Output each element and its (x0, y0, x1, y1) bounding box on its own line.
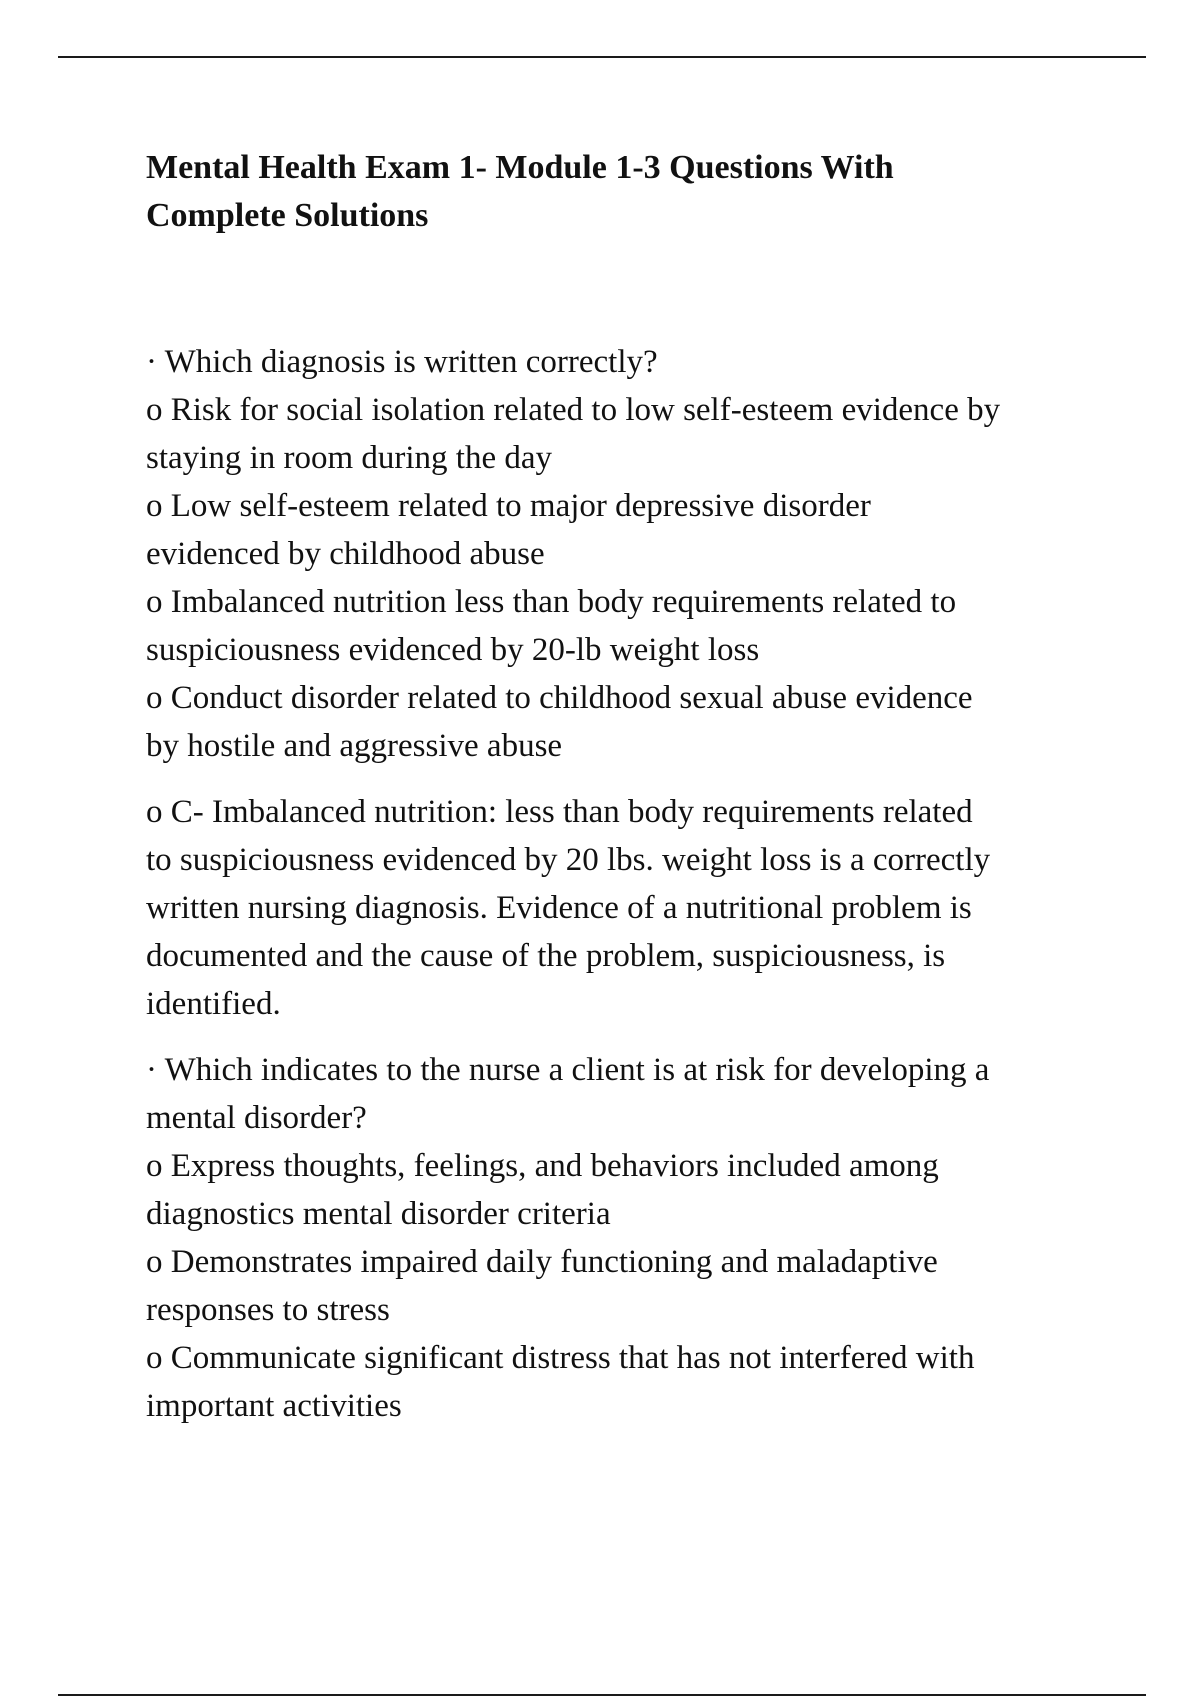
question-2-stem: · Which indicates to the nurse a client is at risk for developing a (146, 1052, 990, 1088)
document-page (146, 144, 1096, 1430)
question-1-option: o Imbalanced nutrition less than body requirements related to (146, 584, 957, 620)
document-title (146, 144, 1096, 240)
answer-1 (146, 788, 1096, 1028)
question-2-option: o Express thoughts, feelings, and behaviors included among (146, 1148, 939, 1184)
question-1-option: o Risk for social isolation related to low self-esteem evidence by (146, 392, 1001, 428)
question-1-option: o Low self-esteem related to major depressive disorder (146, 488, 871, 524)
answer-1-line: written nursing diagnosis. Evidence of a nutritional problem is (146, 890, 972, 926)
question-1-option: suspiciousness evidenced by 20-lb weight loss (146, 632, 760, 668)
question-2-option: o Communicate significant distress that has not interfered with (146, 1340, 975, 1376)
question-2-option: o Demonstrates impaired daily functioning and maladaptive (146, 1244, 938, 1280)
question-1 (146, 338, 1096, 770)
question-2-option: responses to stress (146, 1292, 390, 1328)
question-1-option: evidenced by childhood abuse (146, 536, 545, 572)
title-line: Complete Solutions (146, 197, 429, 234)
answer-1-line: identified. (146, 986, 281, 1022)
question-2-option: diagnostics mental disorder criteria (146, 1196, 611, 1232)
question-2-option: important activities (146, 1388, 402, 1424)
question-1-stem: · Which diagnosis is written correctly? (146, 344, 658, 380)
question-2-stem: mental disorder? (146, 1100, 367, 1136)
question-2 (146, 1046, 1096, 1430)
answer-1-line: o C- Imbalanced nutrition: less than body requirements related (146, 794, 973, 830)
question-1-option: by hostile and aggressive abuse (146, 728, 563, 764)
answer-1-line: to suspiciousness evidenced by 20 lbs. weight loss is a correctly (146, 842, 991, 878)
footer-rule (58, 1694, 1146, 1696)
answer-1-line: documented and the cause of the problem, suspiciousness, is (146, 938, 946, 974)
title-line: Mental Health Exam 1- Module 1-3 Questions With (146, 149, 894, 186)
header-rule (58, 56, 1146, 58)
question-1-option: staying in room during the day (146, 440, 553, 476)
question-1-option: o Conduct disorder related to childhood sexual abuse evidence (146, 680, 973, 716)
